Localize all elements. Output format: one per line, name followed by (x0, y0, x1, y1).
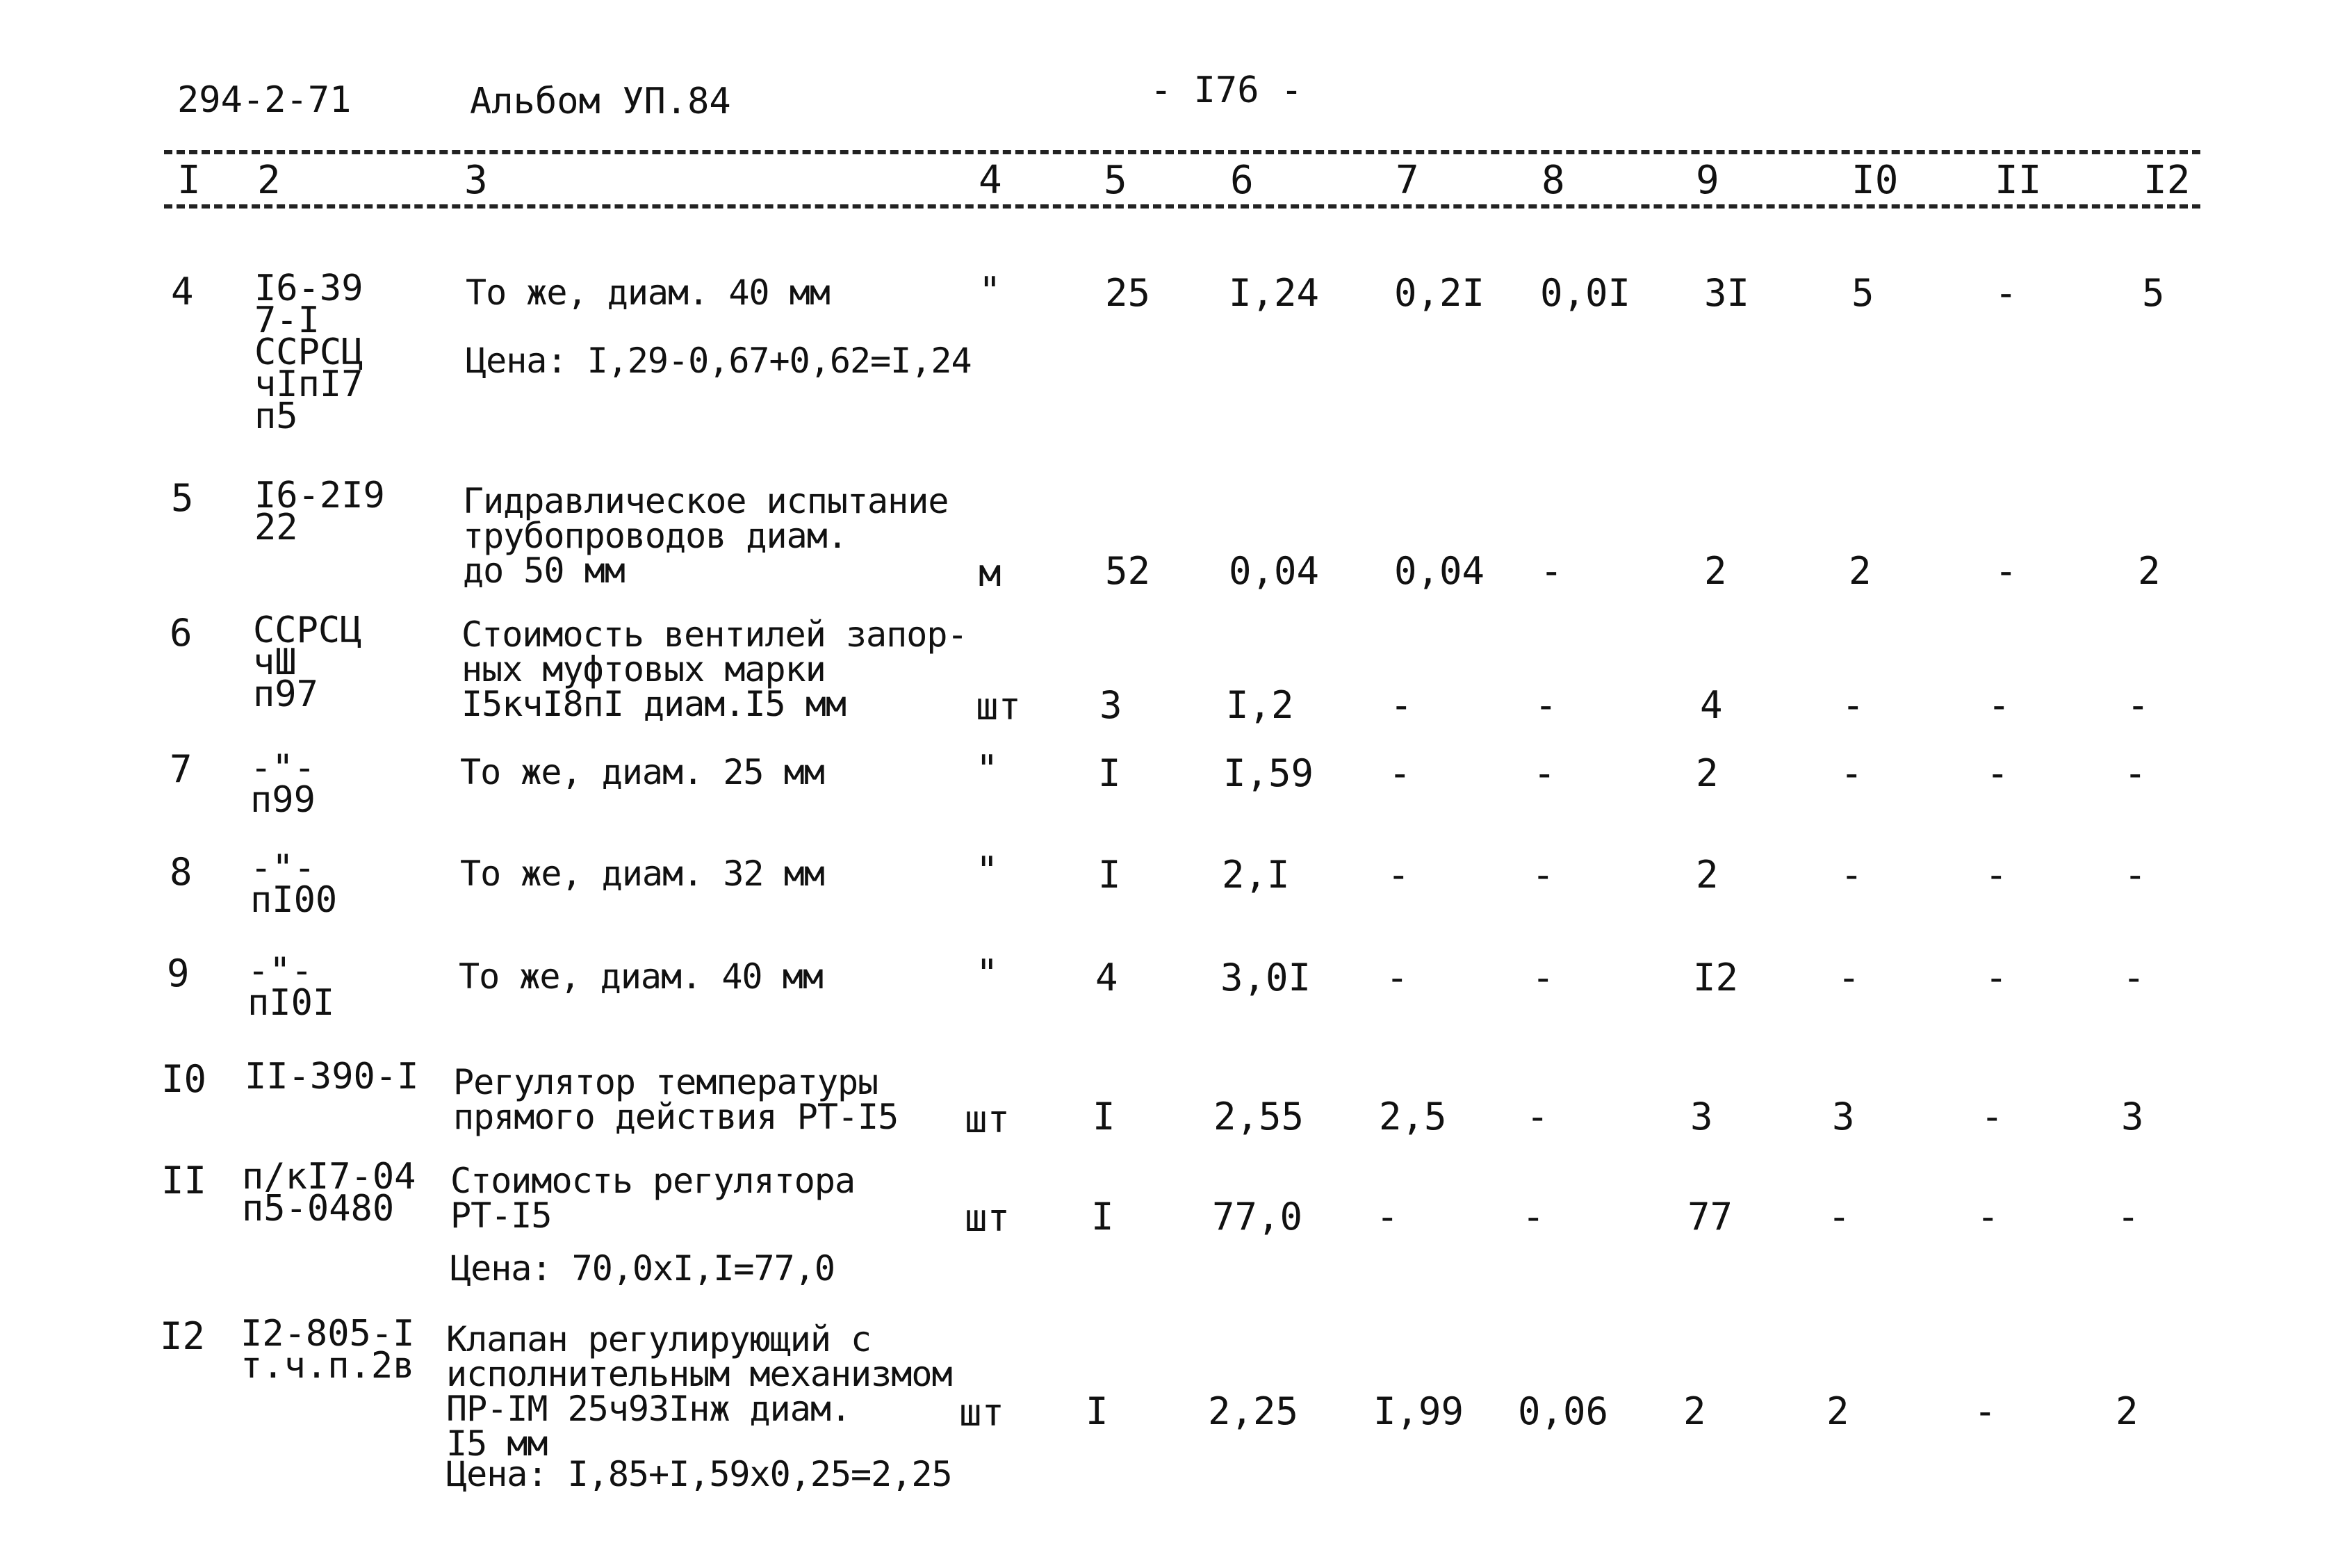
row-number: I0 (161, 1057, 207, 1101)
cell-col11: - (1981, 1095, 2004, 1138)
cell-col12: - (2117, 1195, 2140, 1239)
cell-col12: - (2124, 853, 2147, 897)
norm-code: I2-805-I т.ч.п.2в (240, 1313, 415, 1387)
unit-price: 2,55 (1213, 1095, 1305, 1138)
column-header: 5 (1104, 158, 1127, 203)
norm-code: -"- п99 (250, 747, 316, 821)
cell-col8: - (1535, 683, 1557, 727)
cell-col8: 0,0I (1540, 271, 1631, 315)
cell-col10: - (1840, 853, 1863, 897)
column-header: 6 (1230, 158, 1254, 203)
item-description: То же, диам. 40 мм (459, 956, 823, 997)
cell-col9: I2 (1693, 956, 1739, 999)
cell-col8: 0,06 (1518, 1389, 1609, 1433)
column-header: I0 (1851, 158, 1899, 203)
cell-col10: - (1842, 683, 1865, 727)
column-header: 2 (257, 158, 281, 203)
quantity: 4 (1095, 956, 1118, 999)
unit-price: 77,0 (1212, 1195, 1303, 1239)
norm-code: -"- пI00 (250, 847, 338, 921)
unit-price: 3,0I (1220, 956, 1311, 999)
cell-col11: - (1985, 956, 2008, 999)
cell-col7: 0,04 (1394, 549, 1485, 593)
cell-col10: 5 (1851, 271, 1874, 315)
album-label: Альбом УП.84 (470, 81, 731, 122)
item-description: Клапан регулирующий с исполнительным механизмом ПР-IМ 25ч93Iнж диам. I5 мм (446, 1319, 952, 1464)
row-number: II (161, 1159, 207, 1202)
unit: шт (965, 1196, 1011, 1240)
cell-col10: 3 (1832, 1095, 1855, 1138)
cell-col9: 2 (1704, 549, 1727, 593)
unit: " (976, 747, 999, 791)
cell-col10: - (1838, 956, 1861, 999)
quantity: 52 (1105, 549, 1151, 593)
cell-col7: - (1390, 683, 1413, 727)
cell-col9: 3I (1704, 271, 1750, 315)
cell-col11: - (1985, 853, 2008, 897)
unit: шт (965, 1097, 1011, 1141)
column-header: 7 (1396, 158, 1419, 203)
quantity: I (1093, 1095, 1115, 1138)
unit: шт (959, 1391, 1005, 1435)
unit: " (976, 849, 999, 892)
cell-col7: 0,2I (1394, 271, 1485, 315)
column-header: 9 (1696, 158, 1719, 203)
cell-col12: 2 (2116, 1389, 2139, 1433)
cell-col11: - (1995, 549, 2018, 593)
row-number: 4 (171, 270, 194, 313)
column-header: II (1995, 158, 2042, 203)
item-description: Стоимость регулятора РТ-I5 (450, 1161, 856, 1236)
cell-col9: 4 (1700, 683, 1723, 727)
cell-col12: 3 (2121, 1095, 2144, 1138)
cell-col7: - (1387, 853, 1410, 897)
unit-price: 2,25 (1208, 1389, 1299, 1433)
price-note: Цена: I,85+I,59х0,25=2,25 (446, 1454, 952, 1494)
unit-price: I,24 (1229, 271, 1320, 315)
column-header: I (177, 158, 201, 203)
cell-col12: - (2123, 956, 2145, 999)
unit-price: 0,04 (1229, 549, 1320, 593)
document-number: 294-2-71 (177, 79, 352, 121)
row-number: 9 (167, 952, 190, 995)
norm-code: ССРСЦ чШ п97 (253, 610, 362, 715)
cell-col7: I,99 (1373, 1389, 1464, 1433)
item-description: То же, диам. 25 мм (460, 752, 824, 792)
row-number: I2 (160, 1314, 206, 1358)
item-description: Стоимость вентилей запор- ных муфтовых марки I5кчI8пI диам.I5 мм (461, 614, 967, 724)
cell-col9: 77 (1687, 1195, 1733, 1239)
cell-col11: - (1977, 1195, 2000, 1239)
cell-col8: - (1540, 549, 1563, 593)
page-number: - I76 - (1150, 70, 1303, 111)
quantity: I (1091, 1195, 1114, 1239)
cell-col9: 3 (1690, 1095, 1713, 1138)
norm-code: II-390-I (245, 1056, 419, 1097)
norm-code: I6-39 7-I ССРСЦ чIпI7 п5 (254, 268, 363, 437)
cell-col9: 2 (1683, 1389, 1706, 1433)
cell-col8: - (1533, 751, 1556, 795)
cell-col7: - (1376, 1195, 1399, 1239)
cell-col11: - (1986, 751, 2009, 795)
column-header: 3 (464, 158, 488, 203)
cell-col12: 2 (2138, 549, 2161, 593)
cell-col7: - (1386, 956, 1409, 999)
cell-col10: - (1840, 751, 1863, 795)
unit-price: I,2 (1226, 683, 1294, 727)
unit: " (976, 952, 999, 995)
cell-col12: - (2127, 683, 2150, 727)
quantity: 3 (1099, 683, 1122, 727)
unit-price: 2,I (1222, 853, 1290, 897)
row-number: 6 (170, 611, 193, 655)
cell-col7: - (1389, 751, 1412, 795)
cell-col9: 2 (1696, 751, 1719, 795)
item-description: То же, диам. 32 мм (460, 854, 824, 894)
price-note: Цена: 70,0хI,I=77,0 (450, 1248, 835, 1289)
unit: шт (976, 685, 1022, 728)
unit-price: I,59 (1223, 751, 1314, 795)
row-number: 5 (171, 476, 194, 520)
header-bottom-rule (164, 204, 2200, 209)
cell-col7: 2,5 (1379, 1095, 1447, 1138)
unit: м (979, 551, 1001, 595)
header-top-rule (164, 150, 2200, 154)
row-number: 8 (170, 850, 193, 894)
quantity: I (1086, 1389, 1109, 1433)
quantity: 25 (1105, 271, 1151, 315)
item-description: Гидравлическое испытание трубопроводов диам. до 50 мм (463, 481, 949, 591)
price-note: Цена: I,29-0,67+0,62=I,24 (466, 341, 972, 381)
unit: " (979, 269, 1001, 313)
cell-col9: 2 (1696, 853, 1719, 897)
row-number: 7 (170, 747, 193, 791)
cell-col8: - (1532, 956, 1555, 999)
cell-col11: - (1988, 683, 2011, 727)
cell-col11: - (1995, 271, 2018, 315)
item-description: То же, диам. 40 мм (466, 272, 830, 313)
norm-code: п/кI7-04 п5-0480 (242, 1156, 416, 1230)
column-header: 8 (1542, 158, 1565, 203)
norm-code: -"- пI0I (247, 950, 335, 1024)
cell-col10: 2 (1849, 549, 1872, 593)
cell-col12: - (2124, 751, 2147, 795)
quantity: I (1098, 751, 1121, 795)
item-description: Регулятор температуры прямого действия РТ-I5 (453, 1062, 899, 1137)
quantity: I (1098, 853, 1121, 897)
cell-col10: - (1828, 1195, 1851, 1239)
column-header: I2 (2143, 158, 2191, 203)
cell-col8: - (1522, 1195, 1545, 1239)
cell-col8: - (1532, 853, 1555, 897)
cell-col8: - (1526, 1095, 1549, 1138)
cell-col10: 2 (1826, 1389, 1849, 1433)
column-header: 4 (979, 158, 1002, 203)
cell-col12: 5 (2142, 271, 2165, 315)
norm-code: I6-2I9 22 (254, 475, 385, 548)
cell-col11: - (1974, 1389, 1997, 1433)
